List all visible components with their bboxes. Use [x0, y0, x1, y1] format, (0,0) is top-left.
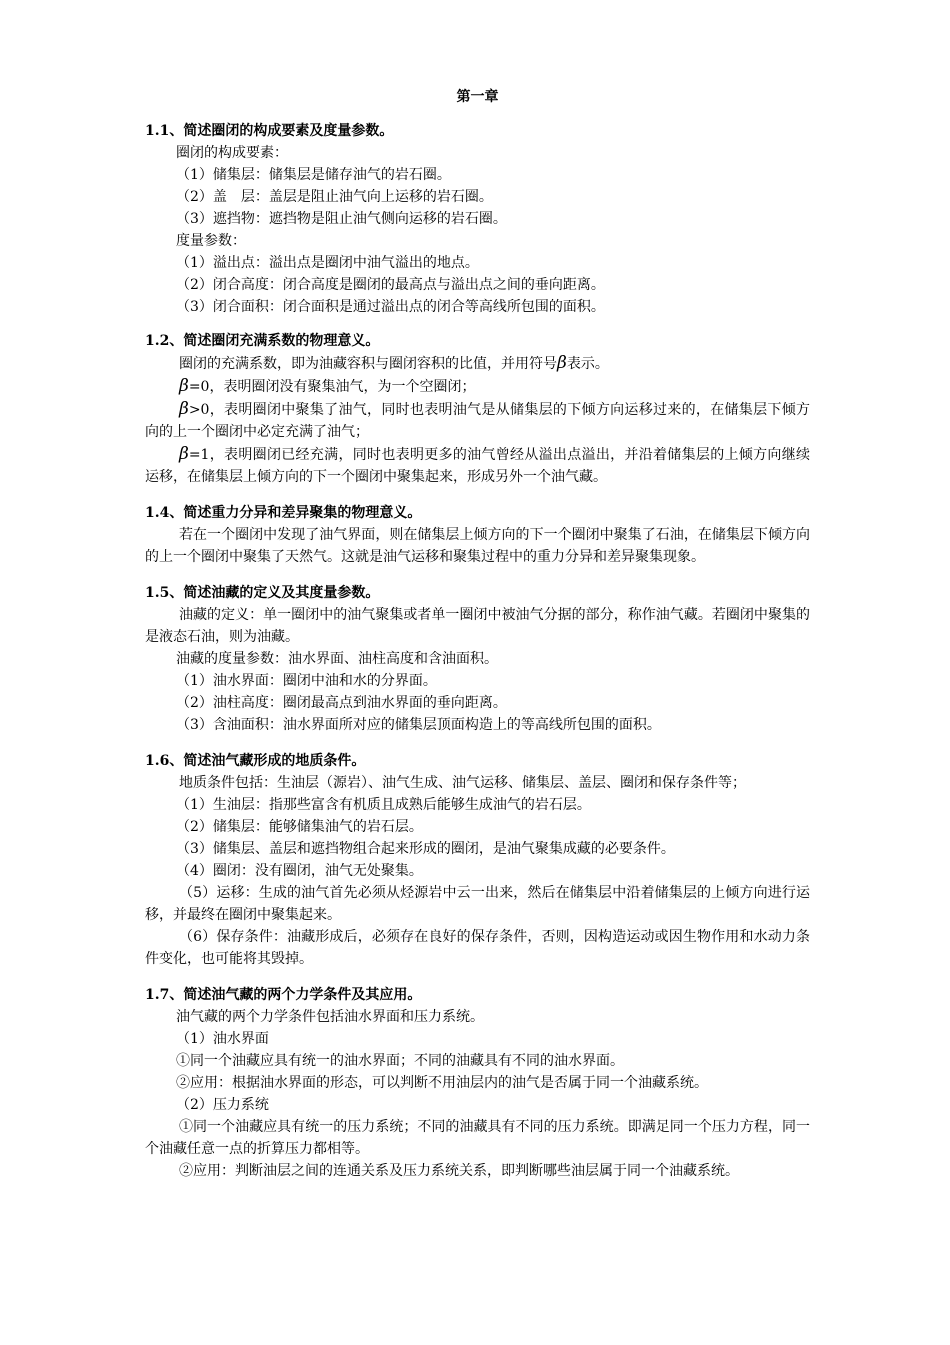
- text-line: 圈闭的构成要素：: [176, 145, 288, 161]
- paragraph: （5）运移：生成的油气首先必须从烃源岩中云一出来，然后在储集层中沿着储集层的上倾方向进行运移，并最终在圈闭中聚集起来。: [145, 885, 810, 923]
- text-run: >0，表明圈闭中聚集了油气，同时也表明油气是从储集层的下倾方向运移过来的，在储集层下倾方向的上一个圈闭中必定充满了油气；: [145, 402, 810, 440]
- beta-symbol: β: [179, 399, 189, 419]
- text-line: （1）溢出点：溢出点是圈闭中油气溢出的地点。: [176, 255, 479, 271]
- beta-symbol: β: [557, 353, 567, 373]
- text-line: （2）油柱高度：圈闭最高点到油水界面的垂向距离。: [176, 695, 507, 711]
- text-line: （3）含油面积：油水界面所对应的储集层顶面构造上的等高线所包围的面积。: [176, 717, 661, 733]
- section-1-1: [145, 120, 810, 318]
- text-line: 度量参数：: [176, 233, 246, 249]
- section-1-5: [145, 582, 810, 736]
- section-1-7: [145, 984, 810, 1182]
- text-line: （1）油水界面：圈闭中油和水的分界面。: [176, 673, 437, 689]
- text-line: ①同一个油藏应具有统一的油水界面；不同的油藏具有不同的油水界面。: [176, 1053, 624, 1069]
- section-heading: 1.6、简述油气藏形成的地质条件。: [145, 753, 366, 769]
- chapter-title: 第一章: [456, 89, 499, 105]
- section-heading: 1.1、简述圈闭的构成要素及度量参数。: [145, 123, 394, 139]
- text-line: （3）闭合面积：闭合面积是通过溢出点的闭合等高线所包围的面积。: [176, 299, 605, 315]
- section-heading: 1.4、简述重力分异和差异聚集的物理意义。: [145, 505, 422, 521]
- paragraph: ①同一个油藏应具有统一的压力系统；不同的油藏具有不同的压力系统。即满足同一个压力方程，同一个油藏任意一点的折算压力都相等。: [145, 1119, 810, 1157]
- beta-symbol: β: [179, 444, 189, 464]
- text-line: （2）储集层：能够储集油气的岩石层。: [176, 819, 423, 835]
- paragraph: [145, 398, 810, 443]
- text-line: （2）盖 层：盖层是阻止油气向上运移的岩石圈。: [176, 189, 493, 205]
- text-run: 圈闭的充满系数，即为油藏容积与圈闭容积的比值，并用符号: [179, 356, 557, 372]
- paragraph: 油藏的定义：单一圈闭中的油气聚集或者单一圈闭中被油气分据的部分，称作油气藏。若圈闭中聚集的是液态石油，则为油藏。: [145, 607, 810, 645]
- text-line: 油藏的度量参数：油水界面、油柱高度和含油面积。: [176, 651, 498, 667]
- paragraph: 地质条件包括：生油层（源岩）、油气生成、油气运移、储集层、盖层、圈闭和保存条件等；: [179, 775, 746, 791]
- text-line: （1）油水界面: [176, 1031, 269, 1047]
- section-heading: 1.5、简述油藏的定义及其度量参数。: [145, 585, 380, 601]
- paragraph: [145, 352, 810, 375]
- text-line: 油气藏的两个力学条件包括油水界面和压力系统。: [176, 1009, 484, 1025]
- section-1-2: [145, 330, 810, 488]
- paragraph: （6）保存条件：油藏形成后，必须存在良好的保存条件，否则，因构造运动或因生物作用和水动力条件变化，也可能将其毁掉。: [145, 929, 810, 967]
- text-line: （3）遮挡物：遮挡物是阻止油气侧向运移的岩石圈。: [176, 211, 507, 227]
- section-heading: 1.2、简述圈闭充满系数的物理意义。: [145, 333, 380, 349]
- text-line: （1）生油层：指那些富含有机质且成熟后能够生成油气的岩石层。: [176, 797, 591, 813]
- section-1-6: [145, 750, 810, 970]
- paragraph: [145, 443, 810, 488]
- text-line: （3）储集层、盖层和遮挡物组合起来形成的圈闭，是油气聚集成藏的必要条件。: [176, 841, 675, 857]
- section-1-4: [145, 502, 810, 568]
- section-heading: 1.7、简述油气藏的两个力学条件及其应用。: [145, 987, 422, 1003]
- paragraph: 若在一个圈闭中发现了油气界面，则在储集层上倾方向的下一个圈闭中聚集了石油，在储集层下倾方向的上一个圈闭中聚集了天然气。这就是油气运移和聚集过程中的重力分异和差异聚集现象。: [145, 527, 810, 565]
- paragraph: ②应用：判断油层之间的连通关系及压力系统关系，即判断哪些油层属于同一个油藏系统。: [179, 1163, 739, 1179]
- text-line: ②应用：根据油水界面的形态，可以判断不用油层内的油气是否属于同一个油藏系统。: [176, 1075, 708, 1091]
- text-line: （4）圈闭：没有圈闭，油气无处聚集。: [176, 863, 423, 879]
- text-line: （1）储集层：储集层是储存油气的岩石圈。: [176, 167, 451, 183]
- text-run: =0，表明圈闭没有聚集油气，为一个空圈闭；: [188, 379, 476, 395]
- document-page: [145, 86, 810, 1182]
- text-line: （2）闭合高度：闭合高度是圈闭的最高点与溢出点之间的垂向距离。: [176, 277, 605, 293]
- paragraph: [145, 375, 810, 398]
- text-run: =1，表明圈闭已经充满，同时也表明更多的油气曾经从溢出点溢出，并沿着储集层的上倾方向继续运移，在储集层上倾方向的下一个圈闭中聚集起来，形成另外一个油气藏。: [145, 447, 810, 485]
- beta-symbol: β: [179, 376, 189, 396]
- text-line: （2）压力系统: [176, 1097, 269, 1113]
- text-run: 表示。: [566, 356, 609, 372]
